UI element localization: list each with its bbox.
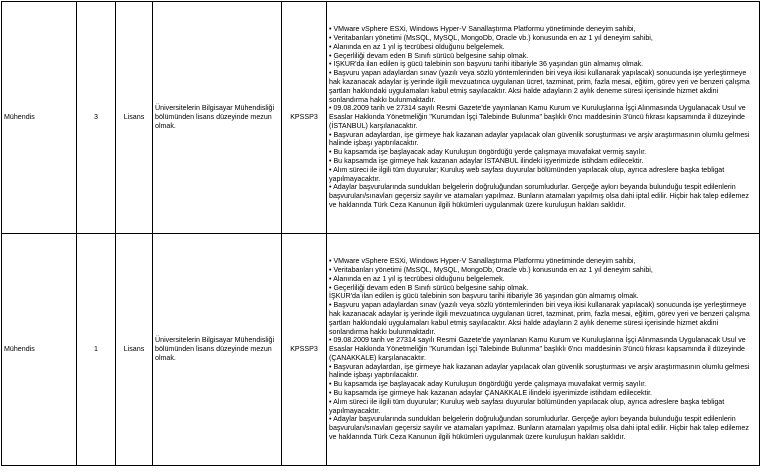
table-row (2, 234, 760, 466)
condition-item: • Alanında en az 1 yıl iş tecrübesi olduğunu belgelemek. (329, 42, 505, 51)
table-row (2, 2, 760, 234)
condition-item: • Bu kapsamda işe girmeye hak kazanan adaylar İSTANBUL ilindeki işyerimizde istihdam edilecektir. (329, 157, 644, 166)
condition-item: • Geçerliliği devam eden B Sınıfı sürücü belgesine sahip olmak. (329, 51, 529, 60)
condition-item: • Bu kapsamda işe başlayacak aday Kuruluşun öngördüğü yerde çalışmaya muvafakat vermiş sayılır. (329, 380, 647, 389)
condition-item: • Adaylar başvurularında sundukları belgelerin doğruluğundan sorumludurlar. Gerçeğe aykırı beyanda bulunduğu tespit edilenlerin başvuruları/sınavları geçersiz sayılır ve atamaları yapılmaz. Bunların atamaları yapılmış olsa dahi iptal edilir. Hiçbir hak talep edilemez ve haklarında Türk Ceza Kanunun ilgili hükümleri uygulanmak üzere kuruluşun hakları saklıdır. (329, 415, 749, 442)
condition-item: • Bu kapsamda işe girmeye hak kazanan adaylar ÇANAKKALE ilindeki işyerimizde istihdam edilecektir. (329, 389, 653, 398)
qualification-requirement: Üniversitelerin Bilgisayar Mühendisliği bölümünden lisans düzeyinde mezun olmak. (153, 2, 282, 234)
condition-item: • Adaylar başvurularında sundukları belgelerin doğruluğundan sorumludurlar. Gerçeğe aykırı beyanda bulunduğu tespit edilenlerin başvuruları/sınavları geçersiz sayılır ve atamaları yapılmaz. Bunların atamaları yapılmış olsa dahi iptal edilir. Hiçbir hak talep edilemez ve haklarında Türk Ceza Kanunun ilgili hükümleri uygulanmak üzere kuruluşun hakları saklıdır. (329, 183, 749, 210)
condition-item: • Geçerliliği devam eden B Sınıfı sürücü belgesine sahip olmak. (329, 283, 529, 292)
condition-item: • VMware vSphere ESXi, Windows Hyper-V Sanallaştırma Platformu yönetiminde deneyim sahibi, (329, 25, 636, 34)
condition-item: • Alım süreci ile ilgili tüm duyurular; Kuruluş web sayfası duyurular bölümünden yapılacak olup, ayrıca adreslere başka tebligat yapılmayacaktır. (329, 397, 725, 415)
kpss-type: KPSSP3 (282, 2, 327, 234)
condition-item: • 09.08.2009 tarih ve 27314 sayılı Resmi Gazete'de yayınlanan Kamu Kurum ve Kuruluşlarına İşçi Alınmasında Uygulanacak Usul ve Esaslar Hakkında Yönetmeliğin "Kurumdan İşçi Talebinde Bulunma" başlıklı 6'ncı maddesinin 3'üncü fıkrası kapsamında il düzeyinde (İSTANBUL) karşılanacaktır. (329, 104, 746, 130)
position-title: Mühendis (2, 2, 77, 234)
condition-item: • Başvuru yapan adaylardan sınav (yazılı veya sözlü yöntemlerinden biri veya ikisi kullanarak yapılacak) sonucunda işe yerleştirmeye hak kazanacak adaylar iş yerinde ilgili mevzuatınca uygulanan ücret, tazminat, prim, fazla mesai, eğitim, görev yeri ve benzeri çalışma şartları hakkındaki uygulamaları kabul etmiş sayılacaktır. Aksi halde adayların 2 aylık deneme süresi içerisinde hizmet akdini sonlandırma hakkı bulunmaktadır. (329, 301, 750, 336)
qualification-requirement: Üniversitelerin Bilgisayar Mühendisliği bölümünden lisans düzeyinde mezun olmak. (153, 234, 282, 466)
condition-item: • Alanında en az 1 yıl iş tecrübesi olduğunu belgelemek. (329, 274, 505, 283)
condition-item: • Bu kapsamda işe başlayacak aday Kuruluşun öngördüğü yerde çalışmaya muvafakat vermiş sayılır. (329, 148, 647, 157)
condition-item: • Başvuru yapan adaylardan sınav (yazılı veya sözlü yöntemlerinden biri veya ikisi kullanarak yapılacak) sonucunda işe yerleştirmeye hak kazanacak adaylar iş yerinde ilgili mevzuatınca uygulanan ücret, tazminat, prim, fazla mesai, eğitim, görev yeri ve benzeri çalışma şartları hakkındaki uygulamaları kabul etmiş sayılacaktır. Aksi halde adayların 2 aylık deneme süresi içerisinde hizmet akdini sonlandırma hakkı bulunmaktadır. (329, 69, 750, 104)
condition-item: • Veritabanları yönetimi (MsSQL, MySQL, MongoDb, Oracle vb.) konusunda en az 1 yıl deneyim sahibi, (329, 265, 653, 274)
condition-item: • Veritabanları yönetimi (MsSQL, MySQL, MongoDb, Oracle vb.) konusunda en az 1 yıl deneyim sahibi, (329, 33, 653, 42)
condition-item: • Alım süreci ile ilgili tüm duyurular; Kuruluş web sayfası duyurular bölümünden yapılacak olup, ayrıca adreslere başka tebligat yapılmayacaktır. (329, 165, 725, 183)
condition-item: • Başvuran adaylardan, işe girmeye hak kazanan adaylar yapılacak olan güvenlik soruşturması ve arşiv araştırmasının olumlu gelmesi halinde işbaşı yaptırılacaktır. (329, 130, 750, 148)
position-count: 3 (77, 2, 116, 234)
position-title: Mühendis (2, 234, 77, 466)
condition-item: • İŞKUR'da ilan edilen iş gücü talebinin son başvuru tarihi itibariyle 36 yaşından gün almamış olmak. (329, 60, 644, 69)
condition-item: • VMware vSphere ESXi, Windows Hyper-V Sanallaştırma Platformu yönetiminde deneyim sahibi, (329, 257, 636, 266)
job-listing-table (1, 1, 760, 466)
condition-item: • 09.08.2009 tarih ve 27314 sayılı Resmi Gazete'de yayınlanan Kamu Kurum ve Kuruluşlarına İşçi Alınmasında Uygulanacak Usul ve Esaslar Hakkında Yönetmeliğin "Kurumdan İşçi Talebinde Bulunma" başlıklı 6'ncı maddesinin 3'üncü fıkrası kapsamında il düzeyinde (ÇANAKKALE) karşılanacaktır. (329, 336, 746, 362)
condition-item: İŞKUR'da ilan edilen iş gücü talebinin son başvuru tarihi itibariyle 36 yaşından gün almamış olmak. (329, 292, 639, 301)
conditions-cell (327, 234, 760, 466)
condition-item: • Başvuran adaylardan, işe girmeye hak kazanan adaylar yapılacak olan güvenlik soruşturması ve arşiv araştırmasının olumlu gelmesi halinde işbaşı yaptırılacaktır. (329, 362, 750, 380)
position-count: 1 (77, 234, 116, 466)
education-level: Lisans (116, 2, 153, 234)
education-level: Lisans (116, 234, 153, 466)
kpss-type: KPSSP3 (282, 234, 327, 466)
conditions-cell (327, 2, 760, 234)
